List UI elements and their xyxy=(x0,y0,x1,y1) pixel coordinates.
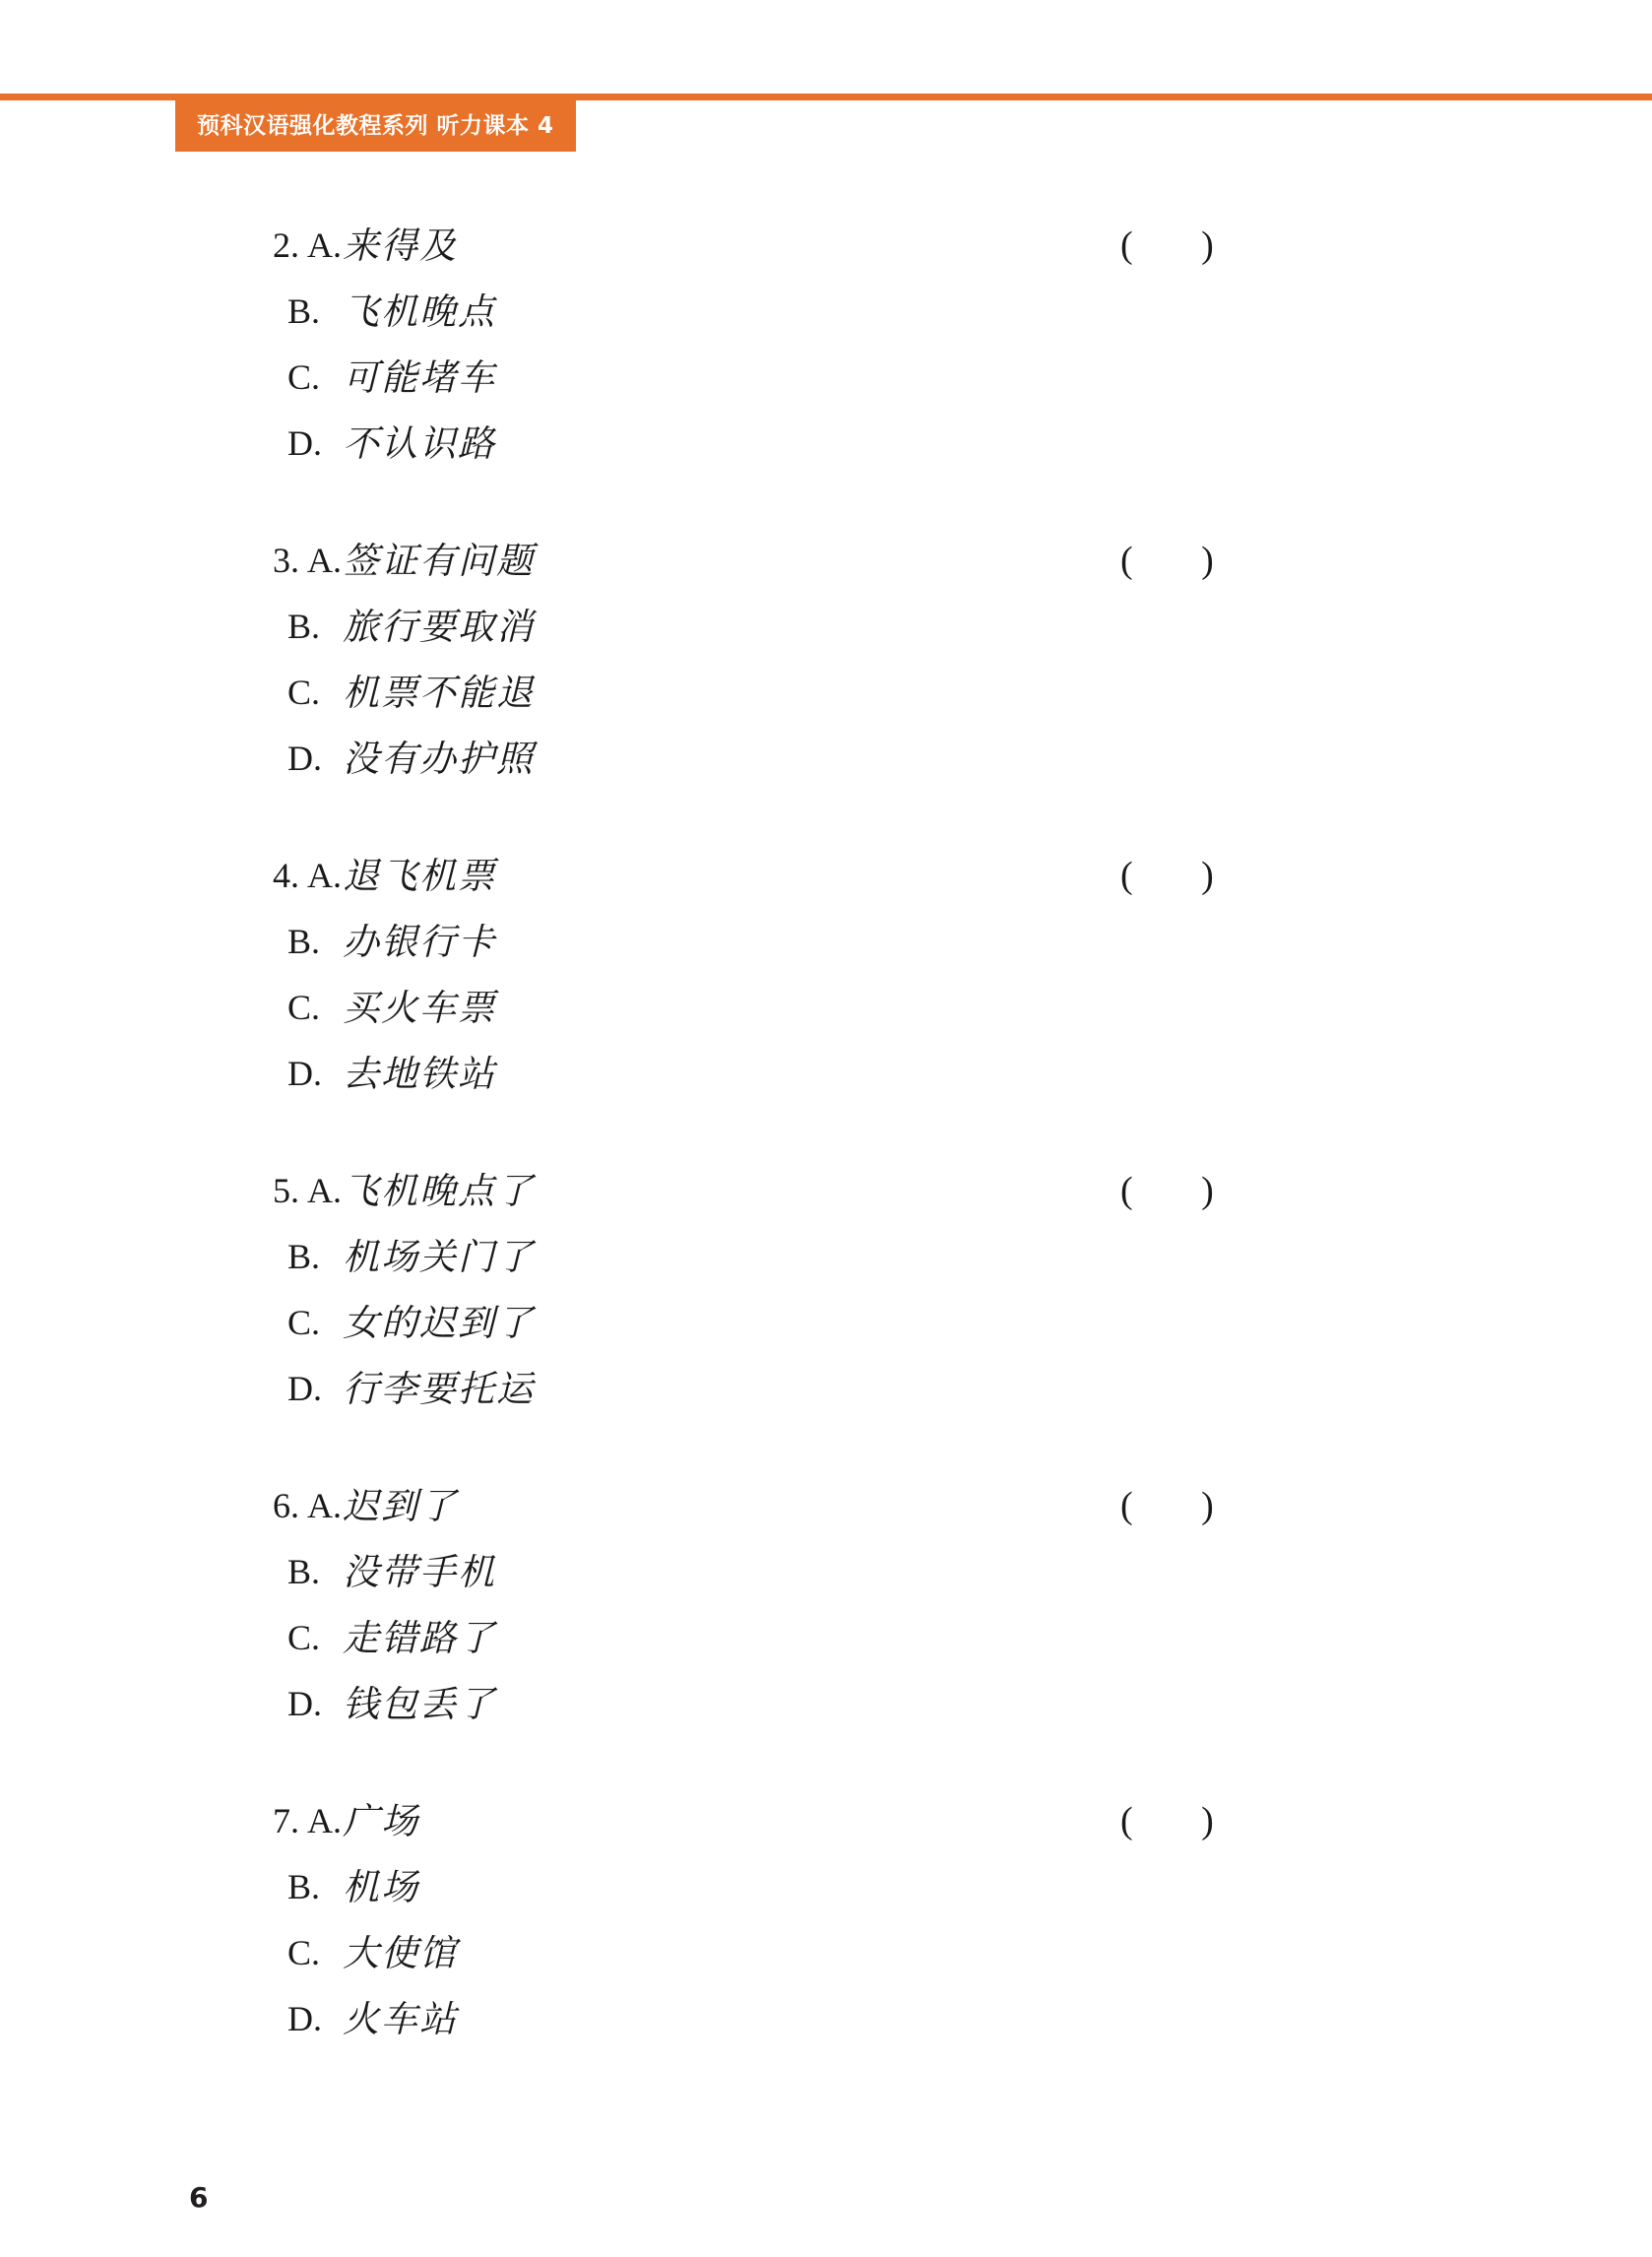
question-block xyxy=(0,1158,1652,1422)
option-text: 没带手机 xyxy=(343,1551,496,1593)
option-text: 机场关门了 xyxy=(343,1236,535,1278)
option-label: B. xyxy=(287,607,321,646)
answer-bracket[interactable]: ( ) xyxy=(1120,855,1243,896)
question-option-row xyxy=(0,279,1652,345)
answer-bracket[interactable]: ( ) xyxy=(1120,1485,1243,1526)
option-text: 买火车票 xyxy=(343,987,496,1029)
option-label: D. xyxy=(287,1054,322,1093)
question-option-row xyxy=(0,1605,1652,1671)
option-text: 广场 xyxy=(343,1800,419,1842)
question-option-row xyxy=(0,1854,1652,1920)
option-text: 机场 xyxy=(343,1866,419,1908)
header-rule xyxy=(0,94,1652,100)
question-option-row xyxy=(0,1224,1652,1290)
question-option-row xyxy=(0,1473,1652,1539)
option-label: C. xyxy=(287,988,321,1027)
question-option-row xyxy=(0,411,1652,477)
answer-bracket[interactable]: ( ) xyxy=(1120,1800,1243,1841)
option-label: D. xyxy=(287,1999,322,2038)
running-header-text: 预科汉语强化教程系列 听力课本 4 xyxy=(197,112,554,139)
question-number: 3. xyxy=(273,541,299,580)
answer-bracket[interactable]: ( ) xyxy=(1120,540,1243,581)
option-text: 女的迟到了 xyxy=(343,1302,535,1344)
option-label: A. xyxy=(307,1486,342,1525)
option-label: B. xyxy=(287,1867,321,1906)
question-block xyxy=(0,1788,1652,2052)
option-text: 签证有问题 xyxy=(343,540,535,582)
option-label: D. xyxy=(287,1684,322,1723)
option-label: A. xyxy=(307,1171,342,1210)
option-text: 火车站 xyxy=(343,1998,458,2040)
option-label: C. xyxy=(287,1618,321,1657)
option-label: D. xyxy=(287,739,322,778)
option-text: 来得及 xyxy=(343,225,458,267)
question-option-row xyxy=(0,726,1652,792)
option-label: A. xyxy=(307,1801,342,1840)
option-label: A. xyxy=(307,226,342,265)
option-label: B. xyxy=(287,1552,321,1591)
option-label: C. xyxy=(287,1933,321,1972)
question-option-row xyxy=(0,1290,1652,1356)
option-label: C. xyxy=(287,673,321,712)
question-list xyxy=(0,213,1652,2103)
option-text: 钱包丢了 xyxy=(343,1683,496,1725)
option-label: C. xyxy=(287,1303,321,1342)
option-text: 可能堵车 xyxy=(343,356,496,399)
option-label: A. xyxy=(307,541,342,580)
option-text: 不认识路 xyxy=(343,422,496,465)
question-option-row xyxy=(0,594,1652,660)
question-option-row xyxy=(0,909,1652,975)
question-option-row xyxy=(0,1788,1652,1854)
option-text: 办银行卡 xyxy=(343,921,496,963)
option-text: 退飞机票 xyxy=(343,855,496,897)
running-header xyxy=(175,100,576,152)
option-label: D. xyxy=(287,423,322,463)
option-text: 没有办护照 xyxy=(343,738,535,780)
question-option-row xyxy=(0,1158,1652,1224)
option-text: 飞机晚点 xyxy=(343,290,496,333)
question-option-row xyxy=(0,213,1652,279)
question-block xyxy=(0,528,1652,792)
question-block xyxy=(0,843,1652,1107)
option-label: B. xyxy=(287,1237,321,1276)
option-text: 飞机晚点了 xyxy=(343,1170,535,1212)
question-option-row xyxy=(0,1539,1652,1605)
option-label: D. xyxy=(287,1369,322,1408)
answer-bracket[interactable]: ( ) xyxy=(1120,225,1243,266)
option-label: B. xyxy=(287,922,321,961)
question-block xyxy=(0,1473,1652,1737)
option-text: 行李要托运 xyxy=(343,1368,535,1410)
question-number: 2. xyxy=(273,226,299,265)
option-text: 机票不能退 xyxy=(343,672,535,714)
question-option-row xyxy=(0,528,1652,594)
question-number: 4. xyxy=(273,856,299,895)
question-option-row xyxy=(0,975,1652,1041)
option-text: 去地铁站 xyxy=(343,1053,496,1095)
question-option-row xyxy=(0,843,1652,909)
option-text: 旅行要取消 xyxy=(343,606,535,648)
answer-bracket[interactable]: ( ) xyxy=(1120,1170,1243,1211)
question-option-row xyxy=(0,1671,1652,1737)
page-number: 6 xyxy=(189,2181,209,2214)
question-number: 5. xyxy=(273,1171,299,1210)
option-text: 走错路了 xyxy=(343,1617,496,1659)
question-option-row xyxy=(0,345,1652,411)
option-label: B. xyxy=(287,291,321,331)
option-label: C. xyxy=(287,357,321,397)
option-text: 迟到了 xyxy=(343,1485,458,1527)
question-block xyxy=(0,213,1652,477)
option-text: 大使馆 xyxy=(343,1932,458,1974)
question-option-row xyxy=(0,1986,1652,2052)
question-number: 7. xyxy=(273,1801,299,1840)
option-label: A. xyxy=(307,856,342,895)
question-option-row xyxy=(0,1356,1652,1422)
question-number: 6. xyxy=(273,1486,299,1525)
question-option-row xyxy=(0,660,1652,726)
question-option-row xyxy=(0,1041,1652,1107)
question-option-row xyxy=(0,1920,1652,1986)
